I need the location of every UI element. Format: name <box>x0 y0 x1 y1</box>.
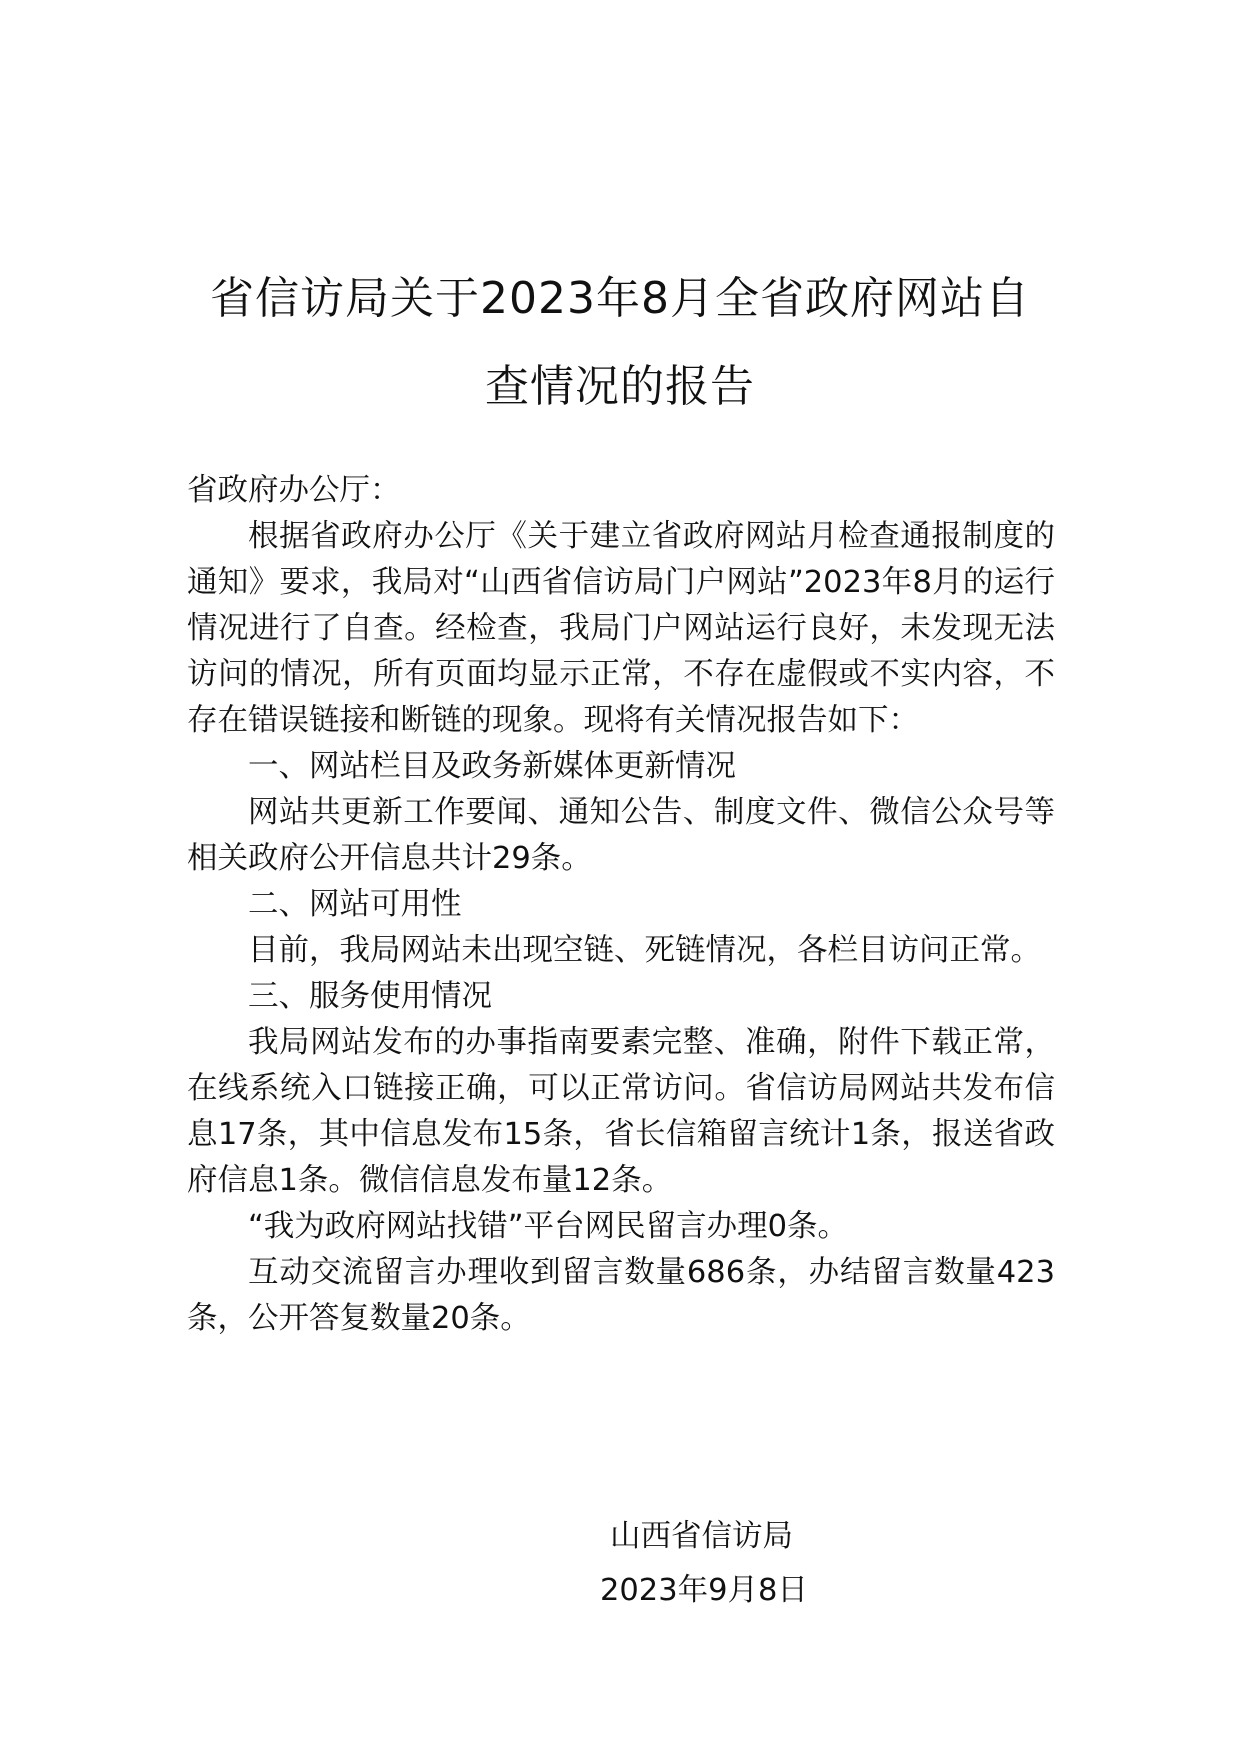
signature-date: 2023年9月8日 <box>600 1573 808 1608</box>
section-3-paragraph: 我局网站发布的办事指南要素完整、准确，附件下载正常，在线系统入口链接正确，可以正常访问。省信访局网站共发布信息17条，其中信息发布15条，省长信箱留言统计1条，报送省政府信息1条。微信信息发布量12条。 <box>187 1025 1055 1198</box>
section-heading-3: 三、服务使用情况 <box>248 979 492 1014</box>
section-2-paragraph: 目前，我局网站未出现空链、死链情况，各栏目访问正常。 <box>248 933 1041 968</box>
error-report-paragraph: “我为政府网站找错”平台网民留言办理0条。 <box>248 1209 849 1244</box>
signature-org: 山西省信访局 <box>610 1519 793 1554</box>
interaction-paragraph: 互动交流留言办理收到留言数量686条，办结留言数量423条，公开答复数量20条。 <box>187 1255 1055 1336</box>
document-body <box>187 468 1055 1342</box>
title-line-1: 省信访局关于2023年8月全省政府网站自 <box>210 273 1030 324</box>
signature-block <box>600 1510 840 1618</box>
section-heading-2: 二、网站可用性 <box>248 887 462 922</box>
document-title <box>150 255 1090 431</box>
salutation: 省政府办公厅： <box>187 473 401 508</box>
title-line-2: 查情况的报告 <box>485 361 755 412</box>
section-heading-1: 一、网站栏目及政务新媒体更新情况 <box>248 749 736 784</box>
intro-paragraph: 根据省政府办公厅《关于建立省政府网站月检查通报制度的通知》要求，我局对“山西省信访局门户网站”2023年8月的运行情况进行了自查。经检查，我局门户网站运行良好，未发现无法访问的情况，所有页面均显示正常，不存在虚假或不实内容，不存在错误链接和断链的现象。现将有关情况报告如下： <box>187 519 1055 738</box>
section-1-paragraph: 网站共更新工作要闻、通知公告、制度文件、微信公众号等相关政府公开信息共计29条。 <box>187 795 1055 876</box>
